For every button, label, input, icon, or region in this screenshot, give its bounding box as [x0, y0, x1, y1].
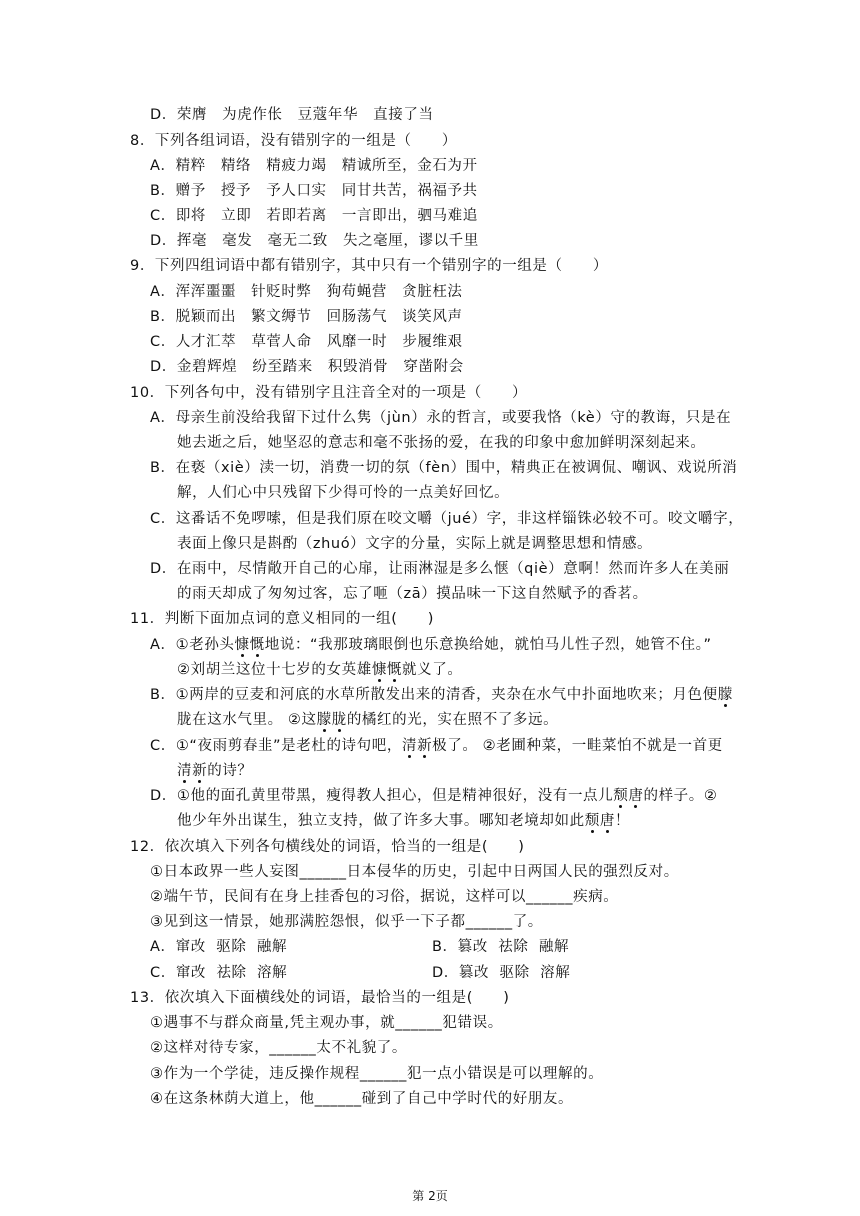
q10-stem: 10．下列各句中，没有错别字且注音全对的一项是（ ） [130, 385, 528, 401]
q9-option-d: D．金碧辉煌 纷至踏来 积毁消骨 穿凿附会 [150, 359, 464, 375]
q9-option-b: B．脱颖而出 繁文缛节 回肠荡气 谈笑风声 [150, 309, 463, 325]
emphasis-dot-char: 颓 [584, 813, 600, 829]
q9-stem: 9．下列四组词语中都有错别字，其中只有一个错别字的一组是（ ） [130, 258, 608, 274]
q12-option-c: C．窜改 祛除 溶解 [150, 965, 288, 981]
q11-stem: 11．判断下面加点词的意义相同的一组( ) [130, 611, 434, 627]
q13-sentence-1: ①遇事不与群众商量,凭主观办事，就______犯错误。 [150, 1015, 503, 1031]
emphasis-dot-char: 唐 [599, 813, 615, 829]
q8-option-c: C．即将 立即 若即若离 一言即出，驷马难追 [150, 208, 478, 224]
q10-option-a: A．母亲生前没给我留下过什么隽（jùn）永的哲言，或要我恪（kè）守的教诲，只是在 [150, 410, 732, 426]
q11-option-a-cont: ②刘胡兰这位十七岁的女英雄慷慨就义了。 [177, 662, 463, 678]
emphasis-dot-char: 慷 [234, 637, 250, 653]
q13-sentence-4: ④在这条林荫大道上，他______碰到了自己中学时代的好朋友。 [150, 1091, 574, 1107]
emphasis-dot-char: 颓 [613, 788, 629, 804]
q12-option-b: B．篡改 祛除 融解 [432, 939, 570, 955]
q11-option-c: C．①“夜雨剪春韭”是老杜的诗句吧，清新极了。 ②老圃种菜，一畦菜怕不就是一首更 [150, 738, 723, 754]
q10-option-c-cont: 表面上像只是斟酌（zhuó）文字的分量，实际上就是调整思想和情感。 [177, 536, 653, 552]
page-number: 第 2页 [412, 1189, 448, 1203]
q12-option-d: D．篡改 驱除 溶解 [432, 965, 571, 981]
emphasis-dot-char: 清 [401, 738, 418, 754]
q10-option-d: D．在雨中，尽情敞开自己的心扉，让雨淋湿是多么惬（qiè）意啊！然而许多人在美丽 [150, 561, 730, 577]
q10-option-c: C．这番话不免啰嗦，但是我们原在咬文嚼（jué）字，非这样锱铢必较不可。咬文嚼字， [150, 511, 744, 527]
q10-option-b-cont: 解，人们心中只残留下少得可怜的一点美好回忆。 [177, 485, 510, 501]
q8-stem: 8．下列各组词语，没有错别字的一组是（ ） [130, 133, 457, 149]
q11-option-c-cont: 清新的诗？ [177, 763, 253, 779]
q11-option-a: A．①老孙头慷慨地说：“我那玻璃眼倒也乐意换给她，就怕马儿性子烈，她管不住。” [150, 637, 712, 653]
emphasis-dot-char: 慷 [371, 662, 387, 678]
emphasis-dot-char: 朦 [717, 687, 733, 703]
q10-option-a-cont: 她去逝之后，她坚忍的意志和毫不张扬的爱，在我的印象中愈加鲜明深刻起来。 [177, 435, 706, 451]
q9-option-c: C．人才汇萃 草菅人命 风靡一时 步履维艰 [150, 334, 463, 350]
q11-option-b: B．①两岸的豆麦和河底的水草所散发出来的清香，夹杂在水气中扑面地吹来；月色便朦 [150, 687, 733, 703]
q11-option-d: D．①他的面孔黄里带黑，瘦得教人担心，但是精神很好，没有一点儿颓唐的样子。② [150, 788, 718, 804]
q11-option-b-cont: 胧在这水气里。 ②这朦胧的橘红的光，实在照不了多远。 [177, 712, 559, 728]
q12-sentence-1: ①日本政界一些人妄图______日本侵华的历史，引起中日两国人民的强烈反对。 [150, 864, 679, 880]
q8-option-d: D．挥毫 毫发 毫无二致 失之毫厘，谬以千里 [150, 233, 479, 249]
q7-option-d: D．荣膺 为虎作伥 豆蔻年华 直接了当 [150, 107, 434, 123]
q8-option-a: A．精粹 精络 精疲力竭 精诚所至，金石为开 [150, 158, 478, 174]
q12-sentence-2: ②端午节，民间有在身上挂香包的习俗，据说，这样可以______疾病。 [150, 889, 619, 905]
emphasis-dot-char: 朦 [316, 712, 332, 728]
emphasis-dot-char: 清 [177, 763, 193, 779]
q10-option-b: B．在亵（xiè）渎一切，消费一切的氛（fèn）围中，精典正在被调侃、嘲讽、戏说所消 [150, 460, 738, 476]
q12-stem: 12．依次填入下列各句横线处的词语，恰当的一组是( ) [130, 839, 525, 855]
q13-sentence-3: ③作为一个学徒，违反操作规程______犯一点小错误是可以理解的。 [150, 1066, 604, 1082]
emphasis-dot-char: 新 [417, 738, 433, 754]
emphasis-dot-char: 慨 [386, 662, 403, 678]
q12-sentence-3: ③见到这一情景，她那满腔怨恨，似乎一下子都______了。 [150, 914, 543, 930]
q12-option-a: A．窜改 驱除 融解 [150, 939, 288, 955]
q8-option-b: B．赠予 授予 予人口实 同甘共苦，祸福予共 [150, 183, 478, 199]
q11-option-d-cont: 他少年外出谋生，独立支持，做了许多大事。哪知老境却如此颓唐！ [177, 813, 631, 829]
q9-option-a: A．浑浑噩噩 针贬时弊 狗苟蝇营 贪脏枉法 [150, 284, 463, 300]
emphasis-dot-char: 慨 [249, 637, 265, 653]
q13-sentence-2: ②这样对待专家，______太不礼貌了。 [150, 1040, 407, 1056]
q13-stem: 13．依次填入下面横线处的词语，最恰当的一组是( ) [130, 990, 510, 1006]
emphasis-dot-char: 新 [192, 763, 208, 779]
emphasis-dot-char: 胧 [331, 712, 347, 728]
q10-option-d-cont: 的雨天却成了匆匆过客，忘了咂（zā）摸品味一下这自然赋予的香茗。 [177, 586, 648, 602]
emphasis-dot-char: 唐 [628, 788, 644, 804]
